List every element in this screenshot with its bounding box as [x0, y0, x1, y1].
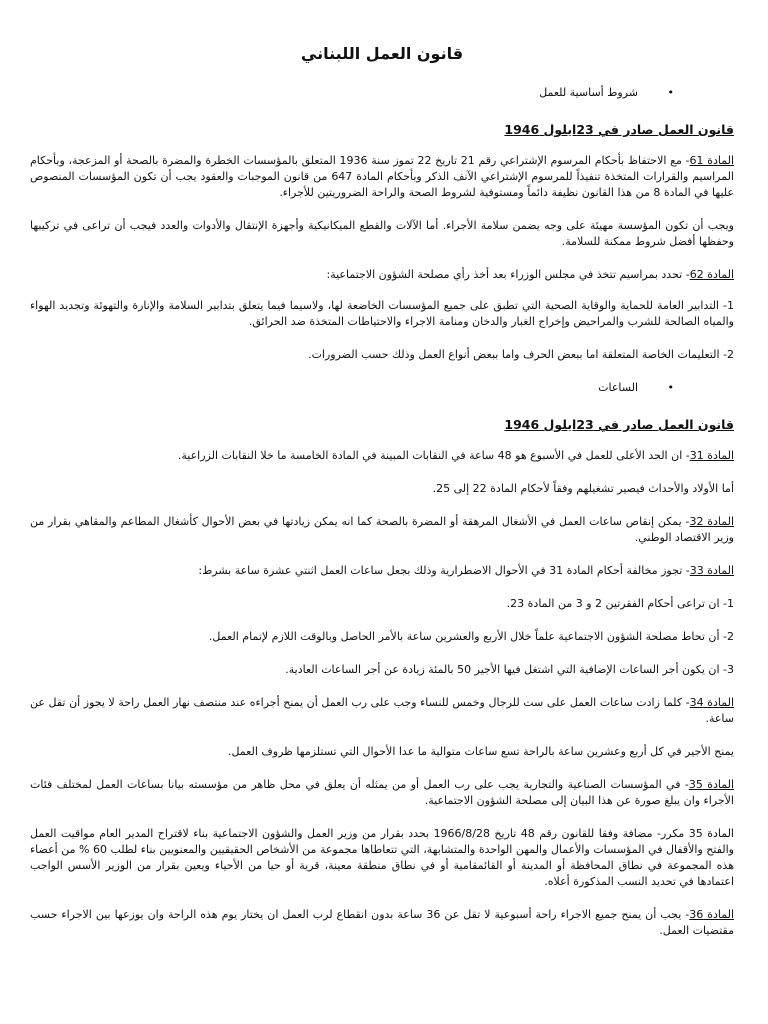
article-33: [30, 563, 734, 579]
article-text: - في المؤسسات الصناعية والتجارية يجب على رب العمل أو من يمثله أن يعلق في محل ظاهر من مؤسسته بيانا بساعات العمل لمختلف فئات الأجراء وان يبلغ صورة عن هذا البيان إلى مصلحة الشؤون الاجتماعية.: [30, 778, 734, 807]
page-title: قانون العمل اللبناني: [300, 44, 464, 63]
paragraph-safety: ويجب أن تكون المؤسسة مهيئة على وجه يضمن سلامة الأجراء. أما الآلات والقطع الميكانيكية وأجهزة الإنتقال والأدوات والعدد فيجب أن تراعى في تركيبها وحفظها أفضل شروط ممكنة للسلامة.: [30, 219, 734, 248]
article-label: المادة 36: [689, 908, 735, 921]
bullet-dot-icon: •: [667, 86, 674, 99]
paragraph-minors: أما الأولاد والأحداث فيصير تشغيلهم وفقاً لأحكام المادة 22 إلى 25.: [432, 482, 734, 495]
paragraph-rest: يمنح الأجير في كل أربع وعشرين ساعة بالراحة تسع ساعات متوالية ما عدا الأحوال التي تستلزمها ظروف العمل.: [227, 745, 734, 758]
article-label: المادة 61: [689, 154, 735, 167]
list-item: 3- ان يكون أجر الساعات الإضافية التي اشتغل فيها الأجير 50 بالمئة زيادة عن أجر الساعات العادية.: [285, 663, 734, 676]
law-heading: قانون العمل صادر في 23ايلول 1946: [504, 417, 734, 432]
article-61: [30, 153, 734, 201]
bullet-label: شروط أساسية للعمل: [539, 86, 638, 99]
article-label: المادة 35: [688, 778, 735, 791]
law-heading: قانون العمل صادر في 23ايلول 1946: [504, 122, 734, 137]
article-label: المادة 34: [689, 696, 734, 709]
article-label: المادة 62: [689, 268, 734, 281]
article-text: - كلما زادت ساعات العمل على ست للرجال وخمس للنساء وجب على رب العمل أن يمنح أجراءه عند منتصف نهار العمل راحة لا يجوز أن تقل عن ساعة.: [30, 696, 734, 725]
article-text: - يمكن إنقاص ساعات العمل في الأشغال المرهقة أو المضرة بالصحة كما انه يمكن زيادتها في بعض الأحوال كأشغال المطاعم والمقاهي بقرار من وزير الاقتصاد الوطني.: [30, 515, 734, 544]
article-35-bis: المادة 35 مكرر- مضافة وفقا للقانون رقم 48 تاريخ 1966/8/28 بحدد بقرار من وزير العمل والشؤون الاجتماعية بناء لاقتراح المدير العام مواقيت العمل والفتح والأقفال في المؤسسات والأعمال والمهن الواحدة والمتشابهة، التي تتعاطاها مجموعة من الأشخاص الحقيقيين والمعنويين بناء لطلب 60 % من أعضاء هذه المجموعة في نطاق المحافظة أو المدينة أو القائمقامية أو في نطاق منطقة معينة، قرية أو حيا من الأحياء ويعين بقرار من الوزير الأسس الواجب اعتمادها في تحديد النسب المذكورة أعلاه.: [30, 827, 734, 888]
list-item: 1- ان تراعى أحكام الفقرتين 2 و 3 من المادة 23.: [506, 597, 734, 610]
article-62: [30, 267, 734, 283]
article-text: - تحدد بمراسيم تتخذ في مجلس الوزراء بعد أخذ رأي مصلحة الشؤون الاجتماعية:: [326, 268, 690, 281]
section-bullet-conditions: [30, 85, 734, 101]
article-35: [30, 777, 734, 809]
article-text: - يجب أن يمنح جميع الاجراء راحة أسبوعية لا تقل عن 36 ساعة بدون انقطاع لرب العمل ان يختار يوم هذه الراحة وان يوزعها بين الاجراء حسب مقتضيات العمل.: [30, 908, 734, 937]
article-label: المادة 32: [689, 515, 735, 528]
article-36: [30, 907, 734, 939]
list-item: 1- التدابير العامة للحماية والوقاية الصحية التي تطبق على جميع المؤسسات الخاضعة لها، ولاسيما فيما يتعلق بتدابير السلامة والإنارة والتهوئة وتجديد الهواء والمياه الصالحة للشرب والمراحيض وإخراج الغبار والدخان ومنامة الاجراء والاحتياطات المتخذة ضد الحرائق.: [30, 299, 734, 328]
article-32: [30, 514, 734, 546]
article-label: المادة 33: [689, 564, 734, 577]
section-bullet-hours: [30, 380, 734, 396]
article-text: - تجوز مخالفة أحكام المادة 31 في الأحوال الاضطرارية وذلك بجعل ساعات العمل اثنتي عشرة ساعة بشرط:: [198, 564, 690, 577]
list-item: 2- أن تحاط مصلحة الشؤون الاجتماعية علماً خلال الأربع والعشرين ساعة بالأمر الحاصل وبالوقت اللازم لإتمام العمل.: [208, 630, 734, 643]
article-31: [30, 448, 734, 464]
article-text: - مع الاحتفاظ بأحكام المرسوم الإشتراعي رقم 21 تاريخ 22 تموز سنة 1936 المتعلق بالمؤسسات الخطرة والمضرة بالصحة أو المزعجة، وبأحكام المراسيم والقرارات المتخذة تنفيذاً للمرسوم الإشتراعي الآنف الذكر وبأحكام المادة 647 من قانون الموجبات والعقود يجب أن تكون المؤسسات المنصوص عليها في المادة 8 من هذا القانون نظيفة دائماً ومستوفية لشروط الصحة والراحة الضروريتين للأجراء.: [30, 154, 734, 199]
article-text: - ان الحد الأعلى للعمل في الأسبوع هو 48 ساعة في النقابات المبينة في المادة الخامسة ما خلا النقابات الزراعية.: [177, 449, 690, 462]
list-item: 2- التعليمات الخاصة المتعلقة اما ببعض الحرف واما ببعض أنواع العمل وذلك حسب الضرورات.: [308, 348, 734, 361]
article-label: المادة 31: [689, 449, 734, 462]
article-34: [30, 695, 734, 727]
bullet-label: الساعات: [598, 381, 638, 394]
bullet-dot-icon: •: [667, 381, 674, 394]
